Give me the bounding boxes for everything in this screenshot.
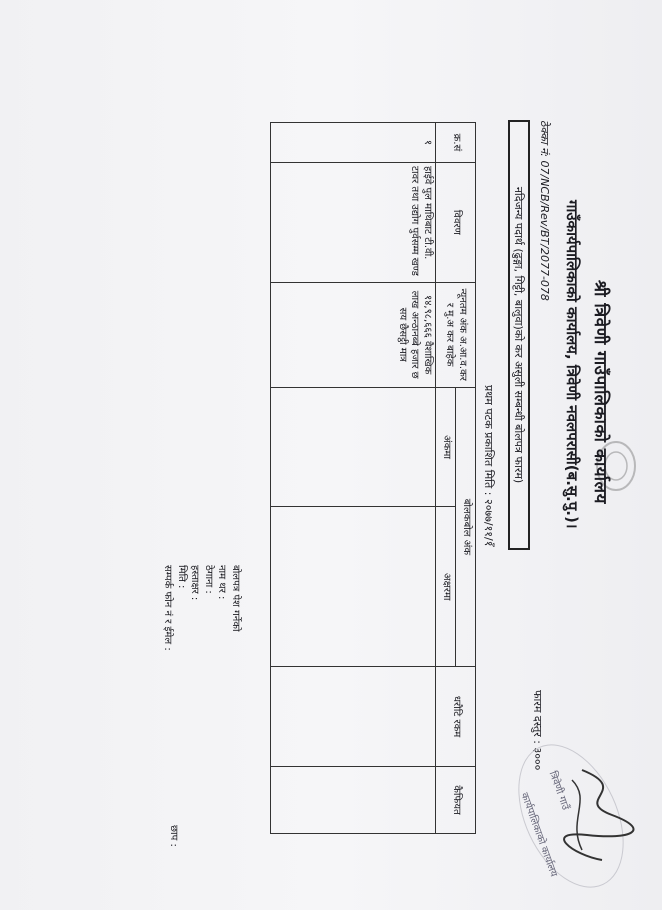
- stamp-text: कार्यपालिकाको कार्यालय: [518, 791, 559, 879]
- header-in-figures: अंकमा: [436, 387, 456, 507]
- header-minimum: न्यूनतम अंक अ.आ.व.कर र मु.अ कर बाहेक: [436, 282, 476, 387]
- row-deposit[interactable]: [271, 667, 436, 767]
- publish-date: प्रथम पटक प्रकाशित मिति : २०७७/११/१ँ: [482, 385, 495, 547]
- header-in-words: अक्षरमा: [436, 507, 456, 667]
- bid-table: [270, 122, 476, 834]
- bidder-details: [161, 565, 242, 651]
- row-in-figures[interactable]: [271, 387, 436, 507]
- bidder-line: बोलपत्र पेश गर्नेको: [230, 565, 241, 632]
- table-row: [271, 123, 436, 834]
- row-remarks[interactable]: [271, 767, 436, 834]
- sub-office-heading: गाउँकार्यपालिकाको कार्यालय, त्रिवेणी नवलपरासी(ब.सु.पु.)।: [563, 200, 581, 529]
- header-deposit: धरौटि रकम: [436, 667, 476, 767]
- header-remarks: कैफियत: [436, 767, 476, 834]
- bidder-line: ठेगाना :: [203, 565, 214, 594]
- bidder-line: सम्पर्क फोन नं र ईमेल :: [162, 565, 174, 651]
- stamp-label: छाप :: [168, 825, 179, 847]
- header-description: विवरण: [436, 162, 476, 282]
- header-sn: क्र.सं: [436, 123, 476, 163]
- row-sn: १: [271, 123, 436, 163]
- form-title: नदिजन्य पदार्थ (ढुङ्गा, गिट्टी, बालुवा)को कर असुली सम्बन्धी बोलपत्र फारम): [508, 120, 530, 550]
- signature-image: [562, 760, 642, 870]
- row-in-words[interactable]: [271, 507, 436, 667]
- office-heading: श्री त्रिवेणी गाउँपालिकाको कार्यालय: [590, 280, 610, 504]
- bidder-line: हस्ताक्षर :: [189, 565, 201, 601]
- contract-reference: ठेक्का नं: 07/NCB/Rev/BT/2077-078: [538, 120, 551, 301]
- row-minimum: १४,९८,६६६ वैशाखिक लाख अन्ठानब्बे हजार छ सय छैसट्ठी मात्र: [271, 282, 436, 387]
- row-description: हाईवे पुल माथिबाट टी.वी. टावर तथा उद्योग पुर्वसम्म खण्ड: [271, 162, 436, 282]
- form-fee: फारम दस्तुर : ३०००: [531, 690, 544, 771]
- header-bid-amount: बोलकबोल अंक: [456, 387, 476, 667]
- bidder-line: नाम थर :: [216, 565, 228, 600]
- stamp-text: त्रिवेणी गाउँ: [546, 769, 571, 812]
- bidder-line: मिति :: [176, 565, 187, 589]
